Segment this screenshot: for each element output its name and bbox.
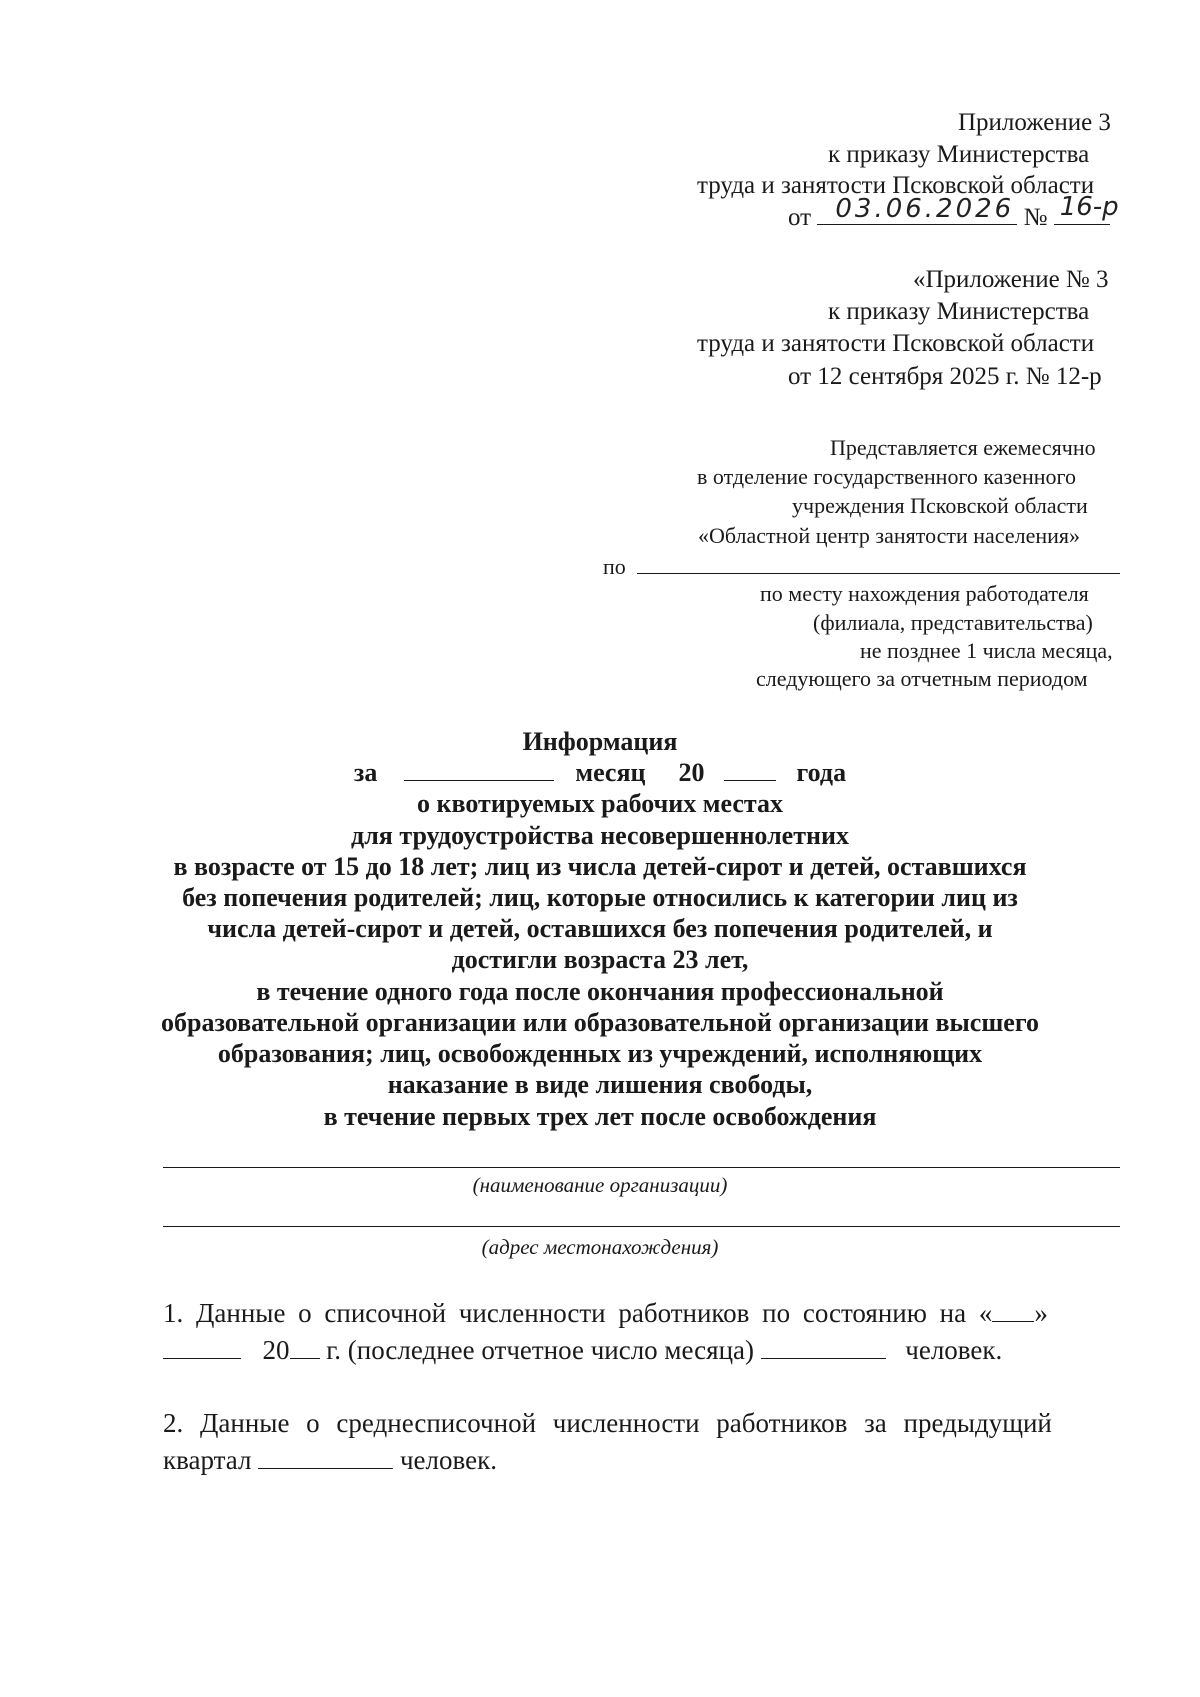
year-prefix: 20 — [678, 758, 705, 787]
item2-line1 — [163, 1407, 1120, 1439]
item1-year-prefix: 20 — [262, 1335, 290, 1365]
title-line3: о квотируемых рабочих местах — [417, 789, 783, 818]
item1-text: 1. Данные о списочной численности работников по состоянию на « — [163, 1298, 993, 1328]
submission-line3: учреждения Псковской области — [792, 493, 1088, 518]
submission-line7: не позднее 1 числа месяца, — [860, 638, 1113, 663]
submission-line5: по месту нахождения работодателя — [760, 581, 1089, 606]
title-line4: для трудоустройства несовершеннолетних — [351, 821, 849, 850]
submission-line6: (филиала, представительства) — [813, 610, 1093, 635]
item1-period-text: г. (последнее отчетное число месяца) — [326, 1335, 755, 1365]
title-line5: в возрасте от 15 до 18 лет; лиц из числа детей-сирот и детей, оставшихся — [173, 852, 1027, 881]
item1-day-field — [992, 1301, 1034, 1322]
branch-blank-line — [637, 573, 1120, 574]
handwritten-number: 16-р — [1059, 192, 1119, 222]
title-line9: в течение одного года после окончания профессиональной — [256, 977, 944, 1006]
organization-name-caption: (наименование организации) — [472, 1173, 728, 1197]
month-field — [404, 760, 554, 781]
submission-line4: «Областной центр занятости населения» — [698, 523, 1081, 548]
item2-unit: человек. — [399, 1445, 497, 1475]
item1-month-field — [163, 1338, 241, 1359]
item1-count-field — [761, 1338, 886, 1359]
appendix-date-line — [788, 192, 1119, 233]
title-line8: достигли возраста 23 лет, — [451, 945, 749, 974]
year-field — [724, 760, 776, 781]
submission-line1: Представляется ежемесячно — [830, 435, 1096, 460]
organization-name-line — [163, 1167, 1120, 1168]
item1-year-field — [290, 1338, 320, 1359]
month-label: месяц — [575, 758, 646, 787]
title-line10: образовательной организации или образовательной организации высшего — [161, 1008, 1039, 1037]
prior-appendix-line3: труда и занятости Псковской области — [697, 330, 1095, 357]
prior-appendix-line2: к приказу Министерства — [828, 298, 1090, 325]
number-label: № — [1023, 204, 1048, 231]
item1-unit: человек. — [905, 1335, 1003, 1365]
title-line12: наказание в виде лишения свободы, — [387, 1070, 813, 1099]
year-label: года — [796, 758, 847, 787]
item1-line2 — [163, 1334, 1002, 1366]
number-field — [1054, 192, 1119, 225]
title-line6: без попечения родителей; лиц, которые относились к категории лиц из — [182, 883, 1018, 912]
address-caption: (адрес местонахождения) — [481, 1235, 719, 1259]
document-heading: Информация — [522, 727, 678, 756]
item2-quarter-label: квартал — [163, 1445, 252, 1475]
item2-text: 2. Данные о среднесписочной численности работников за предыдущий — [163, 1408, 1052, 1438]
item2-count-field — [258, 1448, 393, 1469]
title-line11: образования; лиц, освобожденных из учреждений, исполняющих — [217, 1039, 983, 1068]
appendix-line3: труда и занятости Псковской области — [697, 172, 1095, 199]
period-line — [0, 757, 1200, 788]
title-line13: в течение первых трех лет после освобождения — [323, 1102, 877, 1131]
for-label: за — [353, 758, 378, 787]
submission-by-label: по — [603, 554, 626, 579]
submission-line8: следующего за отчетным периодом — [756, 666, 1088, 691]
date-prefix: от — [788, 204, 812, 231]
title-line7: числа детей-сирот и детей, оставшихся без попечения родителей, и — [207, 914, 993, 943]
handwritten-date: 03.06.2026 — [835, 194, 1015, 224]
item1-quote-close: » — [1034, 1298, 1048, 1328]
address-line — [163, 1226, 1120, 1227]
date-field — [817, 194, 1017, 225]
submission-line2: в отделение государственного казенного — [697, 464, 1077, 489]
appendix-line1: Приложение 3 — [958, 109, 1111, 136]
item2-line2 — [163, 1444, 497, 1476]
prior-appendix-line4: от 12 сентября 2025 г. № 12-р — [788, 363, 1102, 390]
prior-appendix-line1: «Приложение № 3 — [913, 266, 1109, 293]
appendix-line2: к приказу Министерства — [828, 141, 1090, 168]
item1-line1 — [163, 1297, 1120, 1329]
